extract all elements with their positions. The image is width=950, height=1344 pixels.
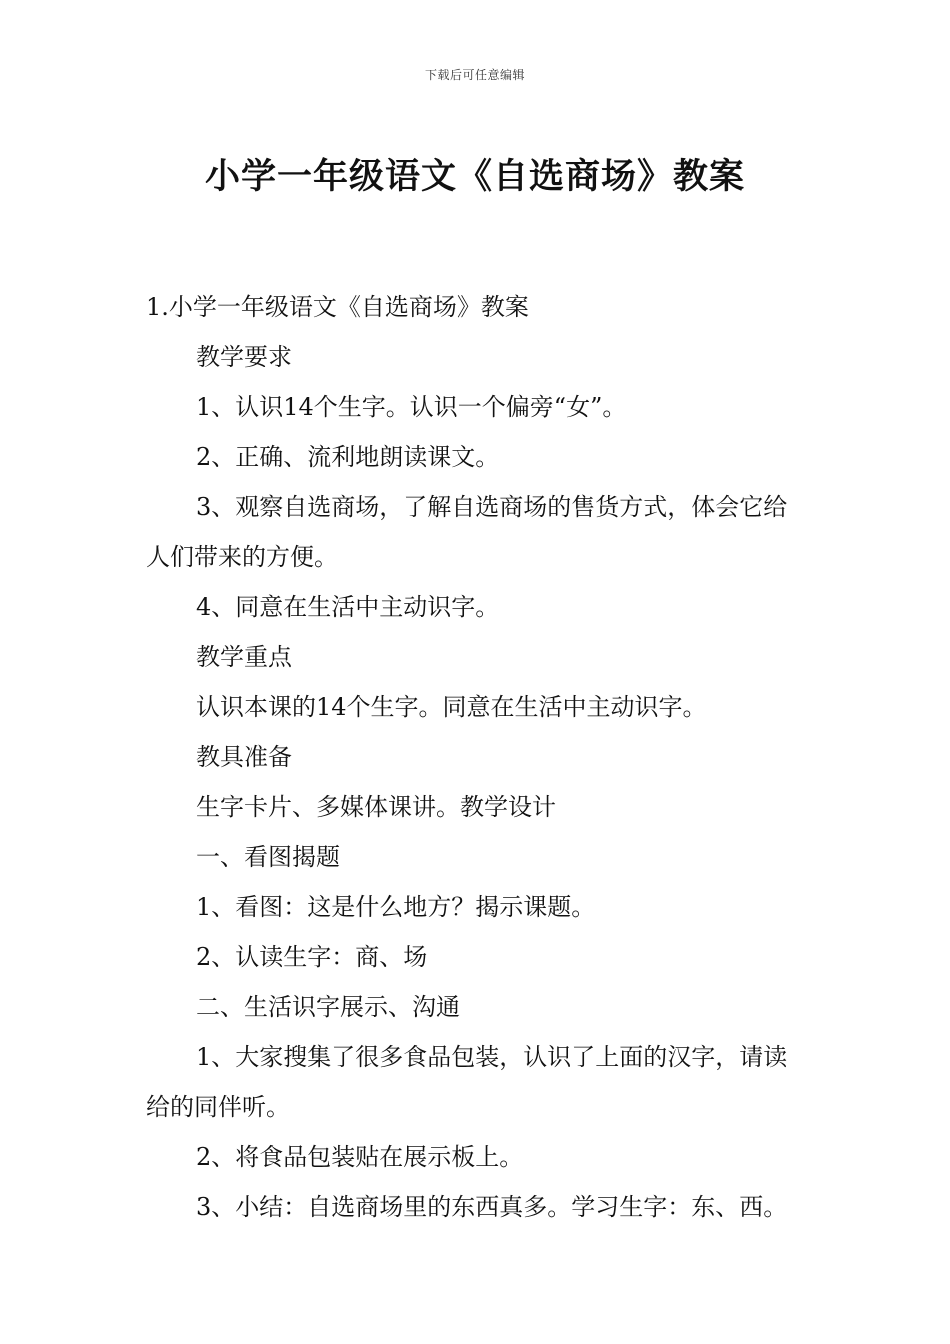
section-heading: 教具准备: [196, 743, 292, 771]
section-heading: 二、生活识字展示、沟通: [196, 993, 460, 1021]
paragraph-line: 2、认读生字：商、场: [196, 943, 428, 971]
paragraph-line: 2、正确、流利地朗读课文。: [196, 443, 500, 471]
paragraph-line: 1、大家搜集了很多食品包装，认识了上面的汉字，请读给的同伴听。: [146, 1043, 788, 1121]
section-heading: 一、看图揭题: [196, 843, 340, 871]
paragraph-line: 生字卡片、多媒体课讲。教学设计: [196, 793, 556, 821]
paragraph-line: 3、观察自选商场，了解自选商场的售货方式，体会它给人们带来的方便。: [146, 493, 788, 571]
document-title: 小学一年级语文《自选商场》教案: [204, 157, 745, 198]
paragraph-line: 1、认识14个生字。认识一个偏旁“女”。: [196, 393, 627, 421]
paragraph-line: 3、小结：自选商场里的东西真多。学习生字：东、西。: [196, 1193, 788, 1221]
paragraph-line: 2、将食品包装贴在展示板上。: [196, 1143, 524, 1171]
section-heading: 教学要求: [196, 343, 292, 371]
paragraph-line: 认识本课的14个生字。同意在生活中主动识字。: [196, 693, 707, 721]
section-heading: 教学重点: [196, 643, 292, 671]
document-body: [146, 282, 810, 1232]
paragraph-line: 4、同意在生活中主动识字。: [196, 593, 500, 621]
paragraph-line: 1、看图：这是什么地方？揭示课题。: [196, 893, 596, 921]
header-note: 下载后可任意编辑: [424, 68, 525, 82]
paragraph-line: 1.小学一年级语文《自选商场》教案: [146, 293, 529, 321]
